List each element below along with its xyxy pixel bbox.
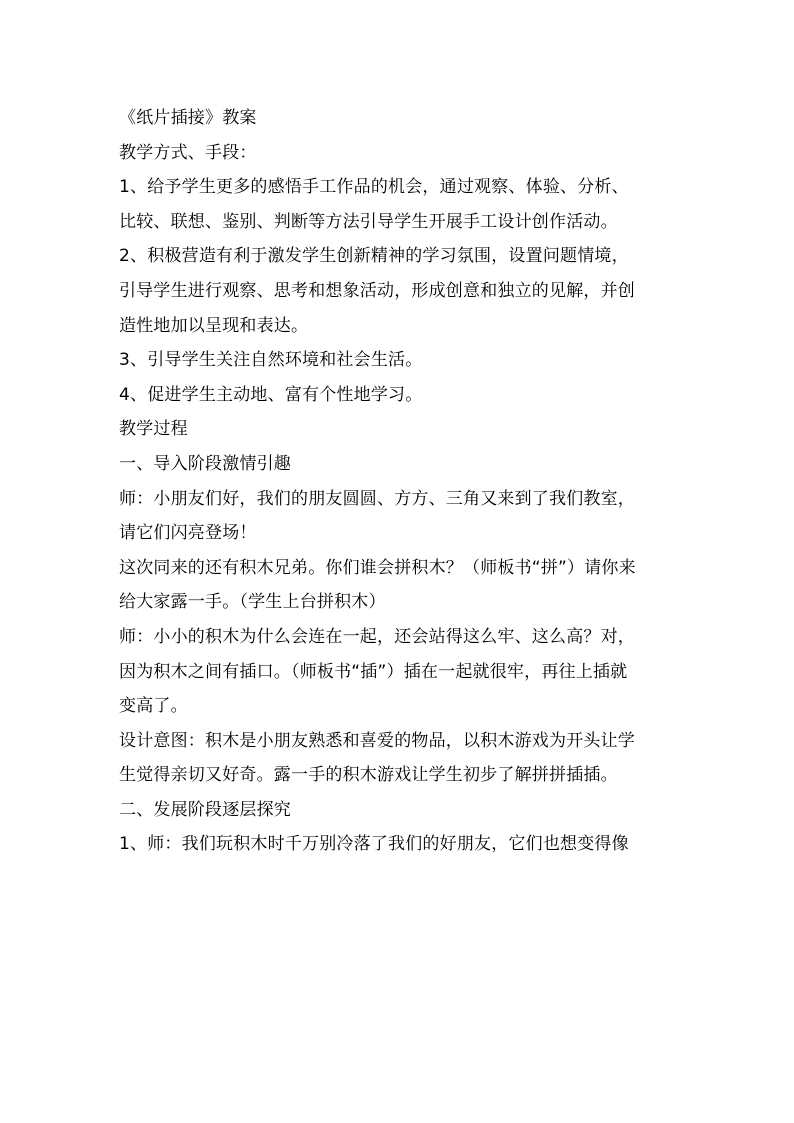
text-line: 4、促进学生主动地、富有个性地学习。: [119, 384, 423, 405]
text-line: 1、师：我们玩积木时千万别冷落了我们的好朋友，它们也想变得像: [119, 834, 629, 855]
section-heading-teaching-methods: 教学方式、手段：: [119, 142, 257, 163]
text-line: 2、积极营造有利于激发学生创新精神的学习氛围，设置问题情境，: [119, 246, 629, 267]
text-line: 师：小小的积木为什么会连在一起，还会站得这么牢、这么高？对，: [119, 626, 635, 647]
document-body: [119, 101, 689, 862]
text-line: 因为积木之间有插口。（师板书“插”）插在一起就很牢，再往上插就: [119, 661, 628, 682]
section-heading-teaching-process: 教学过程: [119, 419, 188, 440]
document-title: 《纸片插接》教案: [119, 108, 257, 128]
text-line: 比较、联想、鉴别、判断等方法引导学生开展手工设计创作活动。: [119, 211, 618, 232]
text-line: 生觉得亲切又好奇。露一手的积木游戏让学生初步了解拼拼插插。: [119, 765, 618, 786]
text-line: 师：小朋友们好，我们的朋友圆圆、方方、三角又来到了我们教室，: [119, 488, 635, 509]
text-line: 请它们闪亮登场！: [119, 523, 257, 544]
text-line: 给大家露一手。（学生上台拼积木）: [119, 592, 386, 613]
text-line: 这次同来的还有积木兄弟。你们谁会拼积木？（师板书“拼”）请你来: [119, 557, 636, 578]
text-line: 1、给予学生更多的感悟手工作品的机会，通过观察、体验、分析、: [119, 177, 629, 198]
subsection-heading-intro: 一、导入阶段激情引趣: [119, 453, 291, 474]
text-line: 引导学生进行观察、思考和想象活动，形成创意和独立的见解，并创: [119, 280, 635, 301]
subsection-heading-development: 二、发展阶段逐层探究: [119, 799, 291, 820]
text-line: 3、引导学生关注自然环境和社会生活。: [119, 350, 423, 371]
text-line: 设计意图：积木是小朋友熟悉和喜爱的物品，以积木游戏为开头让学: [119, 730, 635, 751]
text-line: 变高了。: [119, 696, 188, 717]
text-line: 造性地加以呈现和表达。: [119, 315, 309, 336]
